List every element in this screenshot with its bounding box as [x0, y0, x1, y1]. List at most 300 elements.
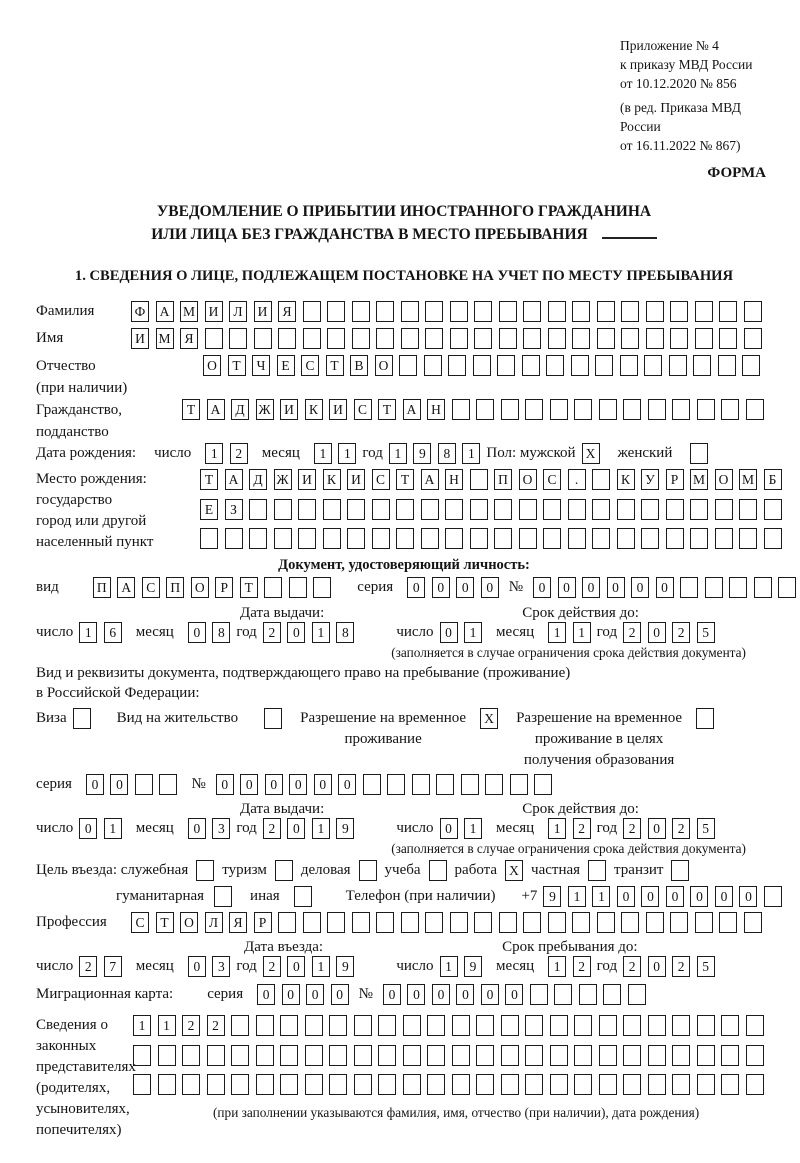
char-cell[interactable]: В — [350, 355, 368, 376]
char-cell[interactable]: 0 — [505, 984, 523, 1005]
char-cell[interactable] — [476, 399, 494, 420]
char-cell[interactable]: О — [375, 355, 393, 376]
char-cell[interactable]: 0 — [715, 886, 733, 907]
char-cell[interactable] — [249, 528, 267, 549]
char-cell[interactable] — [574, 1074, 592, 1095]
char-cell[interactable] — [572, 328, 590, 349]
char-cell[interactable]: 1 — [573, 622, 591, 643]
char-cell[interactable] — [376, 301, 394, 322]
char-cell[interactable] — [523, 328, 541, 349]
char-cell[interactable] — [207, 1074, 225, 1095]
char-cell[interactable] — [525, 1045, 543, 1066]
char-cell[interactable] — [680, 577, 698, 598]
char-cell[interactable] — [597, 912, 615, 933]
char-cell[interactable]: 2 — [263, 818, 281, 839]
char-cell[interactable]: 1 — [205, 443, 223, 464]
char-cell[interactable] — [519, 499, 537, 520]
char-cell[interactable] — [401, 301, 419, 322]
char-cell[interactable]: Е — [277, 355, 295, 376]
char-cell[interactable] — [599, 1074, 617, 1095]
char-cell[interactable] — [445, 528, 463, 549]
char-cell[interactable]: 0 — [432, 577, 450, 598]
char-cell[interactable] — [746, 1074, 764, 1095]
char-cell[interactable] — [323, 499, 341, 520]
humanitarian-checkbox[interactable] — [214, 886, 232, 907]
char-cell[interactable]: 0 — [86, 774, 104, 795]
char-cell[interactable] — [305, 1015, 323, 1036]
char-cell[interactable] — [182, 1074, 200, 1095]
char-cell[interactable]: Л — [205, 912, 223, 933]
char-cell[interactable]: 1 — [314, 443, 332, 464]
char-cell[interactable] — [205, 328, 223, 349]
char-cell[interactable]: А — [156, 301, 174, 322]
char-cell[interactable] — [327, 912, 345, 933]
char-cell[interactable] — [135, 774, 153, 795]
char-cell[interactable]: 1 — [133, 1015, 151, 1036]
char-cell[interactable]: А — [225, 469, 243, 490]
char-cell[interactable] — [450, 301, 468, 322]
char-cell[interactable]: Т — [378, 399, 396, 420]
char-cell[interactable]: 1 — [312, 622, 330, 643]
char-cell[interactable] — [525, 1015, 543, 1036]
char-cell[interactable] — [450, 328, 468, 349]
char-cell[interactable]: 0 — [188, 956, 206, 977]
char-cell[interactable]: Ф — [131, 301, 149, 322]
char-cell[interactable] — [648, 399, 666, 420]
char-cell[interactable] — [644, 355, 662, 376]
char-cell[interactable] — [646, 328, 664, 349]
char-cell[interactable] — [497, 355, 515, 376]
char-cell[interactable]: 0 — [533, 577, 551, 598]
char-cell[interactable] — [313, 577, 331, 598]
char-cell[interactable] — [693, 355, 711, 376]
char-cell[interactable] — [256, 1074, 274, 1095]
char-cell[interactable] — [595, 355, 613, 376]
char-cell[interactable] — [412, 774, 430, 795]
char-cell[interactable] — [298, 499, 316, 520]
char-cell[interactable] — [182, 1045, 200, 1066]
char-cell[interactable] — [597, 301, 615, 322]
char-cell[interactable] — [669, 355, 687, 376]
char-cell[interactable]: 2 — [672, 622, 690, 643]
char-cell[interactable] — [303, 328, 321, 349]
char-cell[interactable] — [670, 912, 688, 933]
char-cell[interactable] — [617, 528, 635, 549]
char-cell[interactable] — [746, 1045, 764, 1066]
char-cell[interactable] — [396, 528, 414, 549]
char-cell[interactable] — [376, 328, 394, 349]
char-cell[interactable]: 0 — [481, 577, 499, 598]
char-cell[interactable]: 1 — [104, 818, 122, 839]
char-cell[interactable]: 0 — [407, 984, 425, 1005]
char-cell[interactable] — [278, 328, 296, 349]
char-cell[interactable]: С — [354, 399, 372, 420]
char-cell[interactable] — [648, 1045, 666, 1066]
char-cell[interactable]: Н — [445, 469, 463, 490]
char-cell[interactable] — [695, 328, 713, 349]
char-cell[interactable] — [530, 984, 548, 1005]
char-cell[interactable]: 1 — [312, 956, 330, 977]
char-cell[interactable] — [256, 1015, 274, 1036]
char-cell[interactable]: 5 — [697, 818, 715, 839]
char-cell[interactable]: 2 — [573, 956, 591, 977]
char-cell[interactable]: 1 — [592, 886, 610, 907]
char-cell[interactable]: 1 — [548, 622, 566, 643]
char-cell[interactable]: 0 — [289, 774, 307, 795]
char-cell[interactable] — [695, 301, 713, 322]
char-cell[interactable] — [523, 301, 541, 322]
char-cell[interactable] — [298, 528, 316, 549]
char-cell[interactable]: 2 — [263, 622, 281, 643]
char-cell[interactable] — [543, 499, 561, 520]
char-cell[interactable]: С — [543, 469, 561, 490]
char-cell[interactable]: 1 — [464, 622, 482, 643]
char-cell[interactable] — [623, 1045, 641, 1066]
char-cell[interactable] — [690, 528, 708, 549]
char-cell[interactable] — [764, 528, 782, 549]
char-cell[interactable]: 0 — [666, 886, 684, 907]
char-cell[interactable]: 0 — [481, 984, 499, 1005]
char-cell[interactable] — [280, 1015, 298, 1036]
char-cell[interactable] — [452, 399, 470, 420]
char-cell[interactable] — [721, 399, 739, 420]
other-checkbox[interactable] — [294, 886, 312, 907]
char-cell[interactable] — [327, 301, 345, 322]
char-cell[interactable] — [599, 1045, 617, 1066]
char-cell[interactable] — [274, 528, 292, 549]
char-cell[interactable] — [200, 528, 218, 549]
char-cell[interactable]: 2 — [573, 818, 591, 839]
char-cell[interactable]: 0 — [110, 774, 128, 795]
char-cell[interactable] — [739, 528, 757, 549]
char-cell[interactable] — [399, 355, 417, 376]
char-cell[interactable]: Ж — [274, 469, 292, 490]
char-cell[interactable] — [470, 499, 488, 520]
char-cell[interactable] — [550, 1074, 568, 1095]
char-cell[interactable]: 0 — [456, 577, 474, 598]
char-cell[interactable] — [646, 912, 664, 933]
char-cell[interactable] — [525, 399, 543, 420]
char-cell[interactable]: 1 — [548, 818, 566, 839]
char-cell[interactable] — [617, 499, 635, 520]
char-cell[interactable] — [574, 1045, 592, 1066]
char-cell[interactable] — [231, 1074, 249, 1095]
char-cell[interactable]: 2 — [623, 622, 641, 643]
char-cell[interactable]: 1 — [548, 956, 566, 977]
char-cell[interactable]: 0 — [641, 886, 659, 907]
char-cell[interactable] — [424, 355, 442, 376]
char-cell[interactable]: 0 — [287, 956, 305, 977]
char-cell[interactable]: К — [323, 469, 341, 490]
char-cell[interactable] — [501, 1074, 519, 1095]
char-cell[interactable] — [719, 912, 737, 933]
char-cell[interactable]: 9 — [464, 956, 482, 977]
char-cell[interactable]: Н — [427, 399, 445, 420]
char-cell[interactable]: 1 — [312, 818, 330, 839]
char-cell[interactable]: Т — [182, 399, 200, 420]
char-cell[interactable] — [387, 774, 405, 795]
char-cell[interactable]: И — [254, 301, 272, 322]
char-cell[interactable]: И — [280, 399, 298, 420]
char-cell[interactable] — [715, 499, 733, 520]
char-cell[interactable] — [599, 1015, 617, 1036]
work-checkbox[interactable]: X — [505, 860, 523, 881]
char-cell[interactable]: К — [305, 399, 323, 420]
char-cell[interactable] — [376, 912, 394, 933]
char-cell[interactable] — [579, 984, 597, 1005]
char-cell[interactable]: 0 — [79, 818, 97, 839]
char-cell[interactable]: Т — [156, 912, 174, 933]
char-cell[interactable] — [621, 301, 639, 322]
char-cell[interactable] — [546, 355, 564, 376]
char-cell[interactable] — [623, 1074, 641, 1095]
char-cell[interactable] — [499, 912, 517, 933]
char-cell[interactable]: 0 — [287, 818, 305, 839]
char-cell[interactable]: 0 — [558, 577, 576, 598]
char-cell[interactable] — [641, 528, 659, 549]
char-cell[interactable] — [744, 301, 762, 322]
char-cell[interactable]: М — [739, 469, 757, 490]
char-cell[interactable]: 0 — [314, 774, 332, 795]
char-cell[interactable] — [378, 1074, 396, 1095]
char-cell[interactable]: И — [131, 328, 149, 349]
char-cell[interactable]: Т — [396, 469, 414, 490]
char-cell[interactable] — [764, 886, 782, 907]
char-cell[interactable] — [522, 355, 540, 376]
char-cell[interactable] — [473, 355, 491, 376]
char-cell[interactable]: О — [180, 912, 198, 933]
char-cell[interactable] — [670, 301, 688, 322]
char-cell[interactable] — [623, 1015, 641, 1036]
char-cell[interactable] — [672, 1045, 690, 1066]
char-cell[interactable] — [450, 912, 468, 933]
char-cell[interactable]: 0 — [257, 984, 275, 1005]
char-cell[interactable] — [427, 1045, 445, 1066]
char-cell[interactable]: 0 — [648, 818, 666, 839]
char-cell[interactable]: 0 — [617, 886, 635, 907]
char-cell[interactable] — [378, 1015, 396, 1036]
char-cell[interactable] — [372, 499, 390, 520]
char-cell[interactable]: Ч — [252, 355, 270, 376]
char-cell[interactable] — [329, 1015, 347, 1036]
char-cell[interactable] — [721, 1074, 739, 1095]
char-cell[interactable] — [274, 499, 292, 520]
char-cell[interactable]: С — [131, 912, 149, 933]
char-cell[interactable] — [721, 1015, 739, 1036]
char-cell[interactable]: А — [117, 577, 135, 598]
char-cell[interactable]: 2 — [79, 956, 97, 977]
char-cell[interactable] — [739, 499, 757, 520]
char-cell[interactable]: И — [205, 301, 223, 322]
char-cell[interactable]: О — [715, 469, 733, 490]
char-cell[interactable]: Р — [215, 577, 233, 598]
char-cell[interactable] — [499, 328, 517, 349]
char-cell[interactable]: 1 — [464, 818, 482, 839]
char-cell[interactable] — [133, 1074, 151, 1095]
char-cell[interactable]: 2 — [672, 818, 690, 839]
char-cell[interactable] — [572, 912, 590, 933]
tourism-checkbox[interactable] — [275, 860, 293, 881]
char-cell[interactable] — [461, 774, 479, 795]
char-cell[interactable] — [744, 328, 762, 349]
char-cell[interactable] — [574, 399, 592, 420]
char-cell[interactable] — [494, 499, 512, 520]
char-cell[interactable] — [754, 577, 772, 598]
char-cell[interactable]: П — [93, 577, 111, 598]
char-cell[interactable] — [363, 774, 381, 795]
char-cell[interactable] — [525, 1074, 543, 1095]
char-cell[interactable] — [574, 1015, 592, 1036]
char-cell[interactable] — [697, 399, 715, 420]
char-cell[interactable]: О — [519, 469, 537, 490]
char-cell[interactable]: 0 — [188, 818, 206, 839]
char-cell[interactable]: М — [156, 328, 174, 349]
char-cell[interactable]: Т — [200, 469, 218, 490]
study-checkbox[interactable] — [429, 860, 447, 881]
char-cell[interactable] — [403, 1015, 421, 1036]
char-cell[interactable] — [474, 301, 492, 322]
char-cell[interactable] — [742, 355, 760, 376]
char-cell[interactable] — [470, 469, 488, 490]
char-cell[interactable]: Д — [231, 399, 249, 420]
char-cell[interactable] — [592, 528, 610, 549]
char-cell[interactable]: 5 — [697, 956, 715, 977]
char-cell[interactable] — [592, 469, 610, 490]
char-cell[interactable] — [289, 577, 307, 598]
char-cell[interactable] — [778, 577, 796, 598]
char-cell[interactable] — [354, 1045, 372, 1066]
char-cell[interactable]: 2 — [207, 1015, 225, 1036]
char-cell[interactable]: М — [180, 301, 198, 322]
char-cell[interactable]: П — [166, 577, 184, 598]
char-cell[interactable]: 0 — [306, 984, 324, 1005]
char-cell[interactable]: Р — [254, 912, 272, 933]
char-cell[interactable]: И — [329, 399, 347, 420]
char-cell[interactable] — [764, 499, 782, 520]
char-cell[interactable] — [436, 774, 454, 795]
char-cell[interactable] — [159, 774, 177, 795]
char-cell[interactable] — [641, 499, 659, 520]
char-cell[interactable]: 0 — [240, 774, 258, 795]
char-cell[interactable]: 2 — [623, 818, 641, 839]
char-cell[interactable]: 3 — [212, 956, 230, 977]
char-cell[interactable]: Р — [666, 469, 684, 490]
char-cell[interactable] — [695, 912, 713, 933]
business-checkbox[interactable] — [359, 860, 377, 881]
male-checkbox[interactable]: X — [582, 443, 600, 464]
char-cell[interactable] — [523, 912, 541, 933]
char-cell[interactable]: 7 — [104, 956, 122, 977]
char-cell[interactable] — [666, 499, 684, 520]
char-cell[interactable] — [623, 399, 641, 420]
char-cell[interactable]: 9 — [543, 886, 561, 907]
char-cell[interactable] — [352, 912, 370, 933]
temp-residence-checkbox[interactable]: X — [480, 708, 498, 729]
char-cell[interactable] — [347, 499, 365, 520]
char-cell[interactable]: 0 — [216, 774, 234, 795]
char-cell[interactable] — [207, 1045, 225, 1066]
char-cell[interactable] — [401, 912, 419, 933]
char-cell[interactable] — [352, 328, 370, 349]
char-cell[interactable] — [719, 301, 737, 322]
char-cell[interactable] — [672, 1015, 690, 1036]
char-cell[interactable] — [550, 399, 568, 420]
char-cell[interactable] — [474, 912, 492, 933]
char-cell[interactable]: 1 — [79, 622, 97, 643]
char-cell[interactable]: 0 — [188, 622, 206, 643]
char-cell[interactable]: 9 — [336, 818, 354, 839]
char-cell[interactable]: 0 — [631, 577, 649, 598]
char-cell[interactable] — [327, 328, 345, 349]
char-cell[interactable]: Т — [228, 355, 246, 376]
char-cell[interactable] — [305, 1045, 323, 1066]
char-cell[interactable] — [628, 984, 646, 1005]
char-cell[interactable] — [670, 328, 688, 349]
char-cell[interactable] — [280, 1045, 298, 1066]
char-cell[interactable] — [401, 328, 419, 349]
char-cell[interactable] — [501, 1045, 519, 1066]
char-cell[interactable] — [347, 528, 365, 549]
char-cell[interactable] — [305, 1074, 323, 1095]
char-cell[interactable]: 8 — [438, 443, 456, 464]
char-cell[interactable]: 2 — [182, 1015, 200, 1036]
char-cell[interactable]: 5 — [697, 622, 715, 643]
char-cell[interactable] — [354, 1074, 372, 1095]
char-cell[interactable] — [494, 528, 512, 549]
char-cell[interactable] — [646, 301, 664, 322]
char-cell[interactable]: 0 — [648, 956, 666, 977]
char-cell[interactable] — [690, 499, 708, 520]
char-cell[interactable]: 1 — [389, 443, 407, 464]
char-cell[interactable]: 0 — [582, 577, 600, 598]
temp-residence-edu-checkbox[interactable] — [696, 708, 714, 729]
char-cell[interactable] — [476, 1015, 494, 1036]
char-cell[interactable] — [572, 301, 590, 322]
char-cell[interactable] — [231, 1015, 249, 1036]
char-cell[interactable] — [485, 774, 503, 795]
char-cell[interactable] — [648, 1015, 666, 1036]
char-cell[interactable] — [452, 1045, 470, 1066]
char-cell[interactable] — [476, 1074, 494, 1095]
char-cell[interactable] — [510, 774, 528, 795]
char-cell[interactable] — [672, 399, 690, 420]
char-cell[interactable]: 1 — [462, 443, 480, 464]
char-cell[interactable] — [568, 528, 586, 549]
char-cell[interactable] — [501, 399, 519, 420]
char-cell[interactable] — [554, 984, 572, 1005]
char-cell[interactable]: С — [372, 469, 390, 490]
char-cell[interactable]: О — [191, 577, 209, 598]
char-cell[interactable] — [133, 1045, 151, 1066]
char-cell[interactable] — [329, 1074, 347, 1095]
char-cell[interactable] — [476, 1045, 494, 1066]
char-cell[interactable]: 0 — [690, 886, 708, 907]
female-checkbox[interactable] — [690, 443, 708, 464]
char-cell[interactable] — [571, 355, 589, 376]
char-cell[interactable] — [425, 328, 443, 349]
char-cell[interactable]: Б — [764, 469, 782, 490]
char-cell[interactable]: 0 — [407, 577, 425, 598]
char-cell[interactable] — [746, 399, 764, 420]
char-cell[interactable] — [229, 328, 247, 349]
visa-checkbox[interactable] — [73, 708, 91, 729]
char-cell[interactable] — [550, 1015, 568, 1036]
char-cell[interactable]: 2 — [672, 956, 690, 977]
private-checkbox[interactable] — [588, 860, 606, 881]
char-cell[interactable] — [666, 528, 684, 549]
char-cell[interactable] — [452, 1015, 470, 1036]
char-cell[interactable]: 8 — [212, 622, 230, 643]
